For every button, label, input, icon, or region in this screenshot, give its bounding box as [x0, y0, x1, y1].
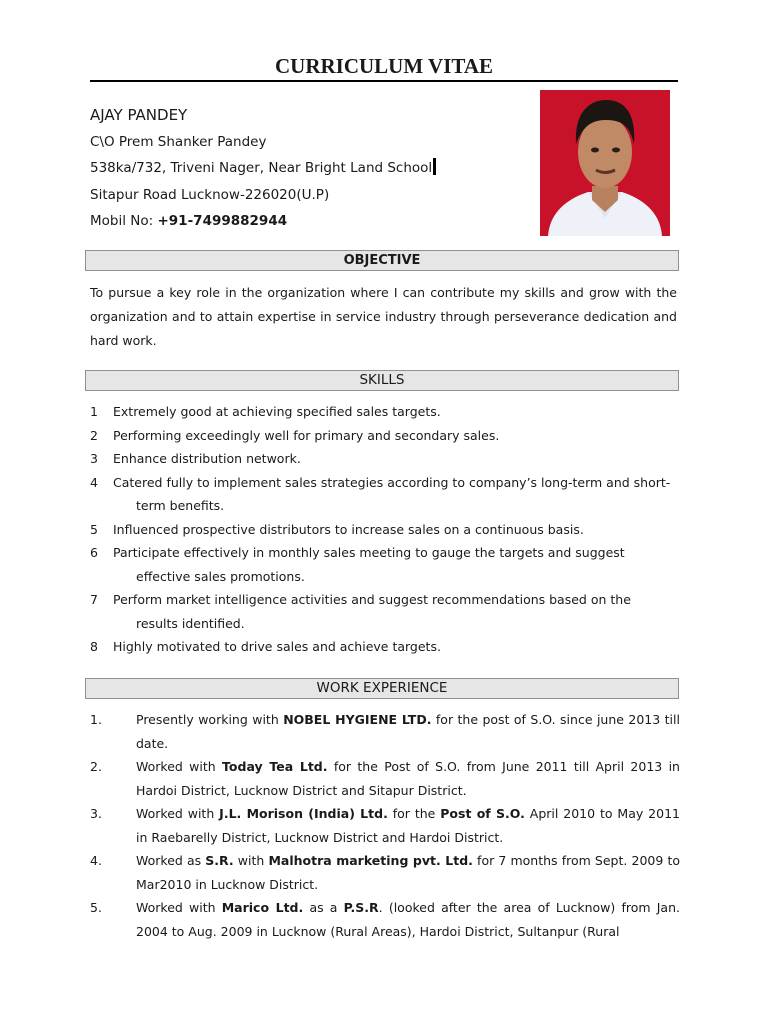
work-item-number: 3. [90, 806, 102, 821]
skill-text: Participate effectively in monthly sales meeting to gauge the targets and suggest [113, 545, 625, 560]
address-line-1-text: 538ka/732, Triveni Nager, Near Bright Land School [90, 160, 433, 176]
skill-number: 7 [90, 592, 98, 607]
title-divider [90, 80, 678, 82]
work-item-text: Worked as [136, 853, 206, 868]
skill-item [90, 518, 680, 542]
work-experience-item [90, 755, 680, 802]
skill-number: 4 [90, 474, 98, 490]
skill-text: Highly motivated to drive sales and achieve targets. [113, 639, 441, 654]
work-item-number: 4. [90, 853, 102, 868]
work-experience-item [90, 849, 680, 896]
phone-line [90, 208, 510, 235]
work-item-text: as a [303, 900, 344, 915]
skill-text-continued: effective sales promotions. [136, 568, 305, 584]
skill-item [90, 635, 680, 659]
work-item-text: for the [387, 806, 441, 821]
skill-number: 5 [90, 521, 98, 537]
text-cursor [433, 158, 436, 175]
person-portrait-icon [540, 90, 670, 236]
skill-text: Catered fully to implement sales strategies according to company’s long-term and short- [113, 474, 671, 490]
skill-item [90, 400, 680, 424]
work-experience-item [90, 802, 680, 849]
section-header-skills: SKILLS [85, 370, 679, 391]
phone-label: Mobil No: [90, 213, 158, 229]
address-line-1 [90, 155, 510, 182]
candidate-name: AJAY PANDEY [90, 106, 188, 124]
work-item-text: April 2010 to May 2011 in Raebarelly District, Lucknow District and Hardoi District. [136, 806, 680, 845]
work-item-emphasis: Today Tea Ltd. [222, 759, 328, 774]
skill-item [90, 588, 680, 635]
skill-text: Enhance distribution network. [113, 451, 301, 466]
skills-list [90, 400, 680, 659]
work-item-text: Presently working with [136, 712, 284, 727]
work-item-emphasis: Post of S.O. [440, 806, 525, 821]
skill-item [90, 471, 680, 518]
work-item-emphasis: P.S.R [343, 900, 379, 915]
work-experience-list [90, 708, 680, 943]
work-item-text: Worked with [136, 900, 222, 915]
skill-number: 2 [90, 427, 98, 443]
skill-number: 3 [90, 451, 98, 466]
work-experience-item [90, 896, 680, 943]
profile-photo [540, 90, 670, 236]
work-item-number: 2. [90, 759, 102, 774]
skill-item [90, 424, 680, 448]
work-item-text: for 7 months from Sept. 2009 to Mar2010 in Lucknow District. [136, 853, 681, 892]
work-item-emphasis: S.R. [205, 853, 234, 868]
skill-text: Extremely good at achieving specified sales targets. [113, 404, 441, 419]
skill-item [90, 447, 680, 471]
work-item-emphasis: J.L. Morison (India) Ltd. [219, 806, 388, 821]
phone-number: +91-7499882944 [157, 213, 288, 229]
work-item-emphasis: Marico Ltd. [221, 900, 304, 915]
objective-text: To pursue a key role in the organization where I can contribute my skills and grow with the organization and to attain expertise in service industry through perseverance dedication and hard work. [90, 285, 677, 348]
contact-block [90, 102, 510, 235]
skill-number: 8 [90, 639, 98, 654]
work-item-text: for the post of S.O. since june 2013 till date. [136, 712, 680, 751]
work-item-number: 5. [90, 900, 102, 915]
work-item-text: Worked with [136, 759, 223, 774]
work-item-number: 1. [90, 712, 102, 727]
skill-text: Perform market intelligence activities and suggest recommendations based on the [113, 592, 631, 607]
work-experience-item [90, 708, 680, 755]
skill-text: Influenced prospective distributors to increase sales on a continuous basis. [113, 521, 584, 537]
skill-text-continued: term benefits. [136, 498, 225, 513]
skill-item [90, 541, 680, 588]
work-item-text: . (looked after the area of Lucknow) from Jan. 2004 to Aug. 2009 in Lucknow (Rural Areas), Hardoi District, Sultanpur (Rural [136, 900, 680, 939]
skill-text: Performing exceedingly well for primary and secondary sales. [113, 427, 500, 443]
section-header-objective: OBJECTIVE [85, 250, 679, 271]
work-item-emphasis: Malhotra marketing pvt. Ltd. [268, 853, 473, 868]
work-item-emphasis: NOBEL HYGIENE LTD. [283, 712, 432, 727]
section-header-work-experience: WORK EXPERIENCE [85, 678, 679, 699]
care-of-line: C\O Prem Shanker Pandey [90, 133, 267, 150]
work-item-text: Worked with [136, 806, 220, 821]
skill-text-continued: results identified. [136, 615, 245, 631]
work-item-text: with [233, 853, 269, 868]
work-item-text: for the Post of S.O. from June 2011 till April 2013 in Hardoi District, Lucknow District and Sitapur District. [136, 759, 680, 798]
document-title: CURRICULUM VITAE [275, 54, 493, 78]
skill-number: 6 [90, 545, 98, 560]
address-line-2: Sitapur Road Lucknow-226020(U.P) [90, 186, 330, 203]
skill-number: 1 [90, 404, 98, 419]
